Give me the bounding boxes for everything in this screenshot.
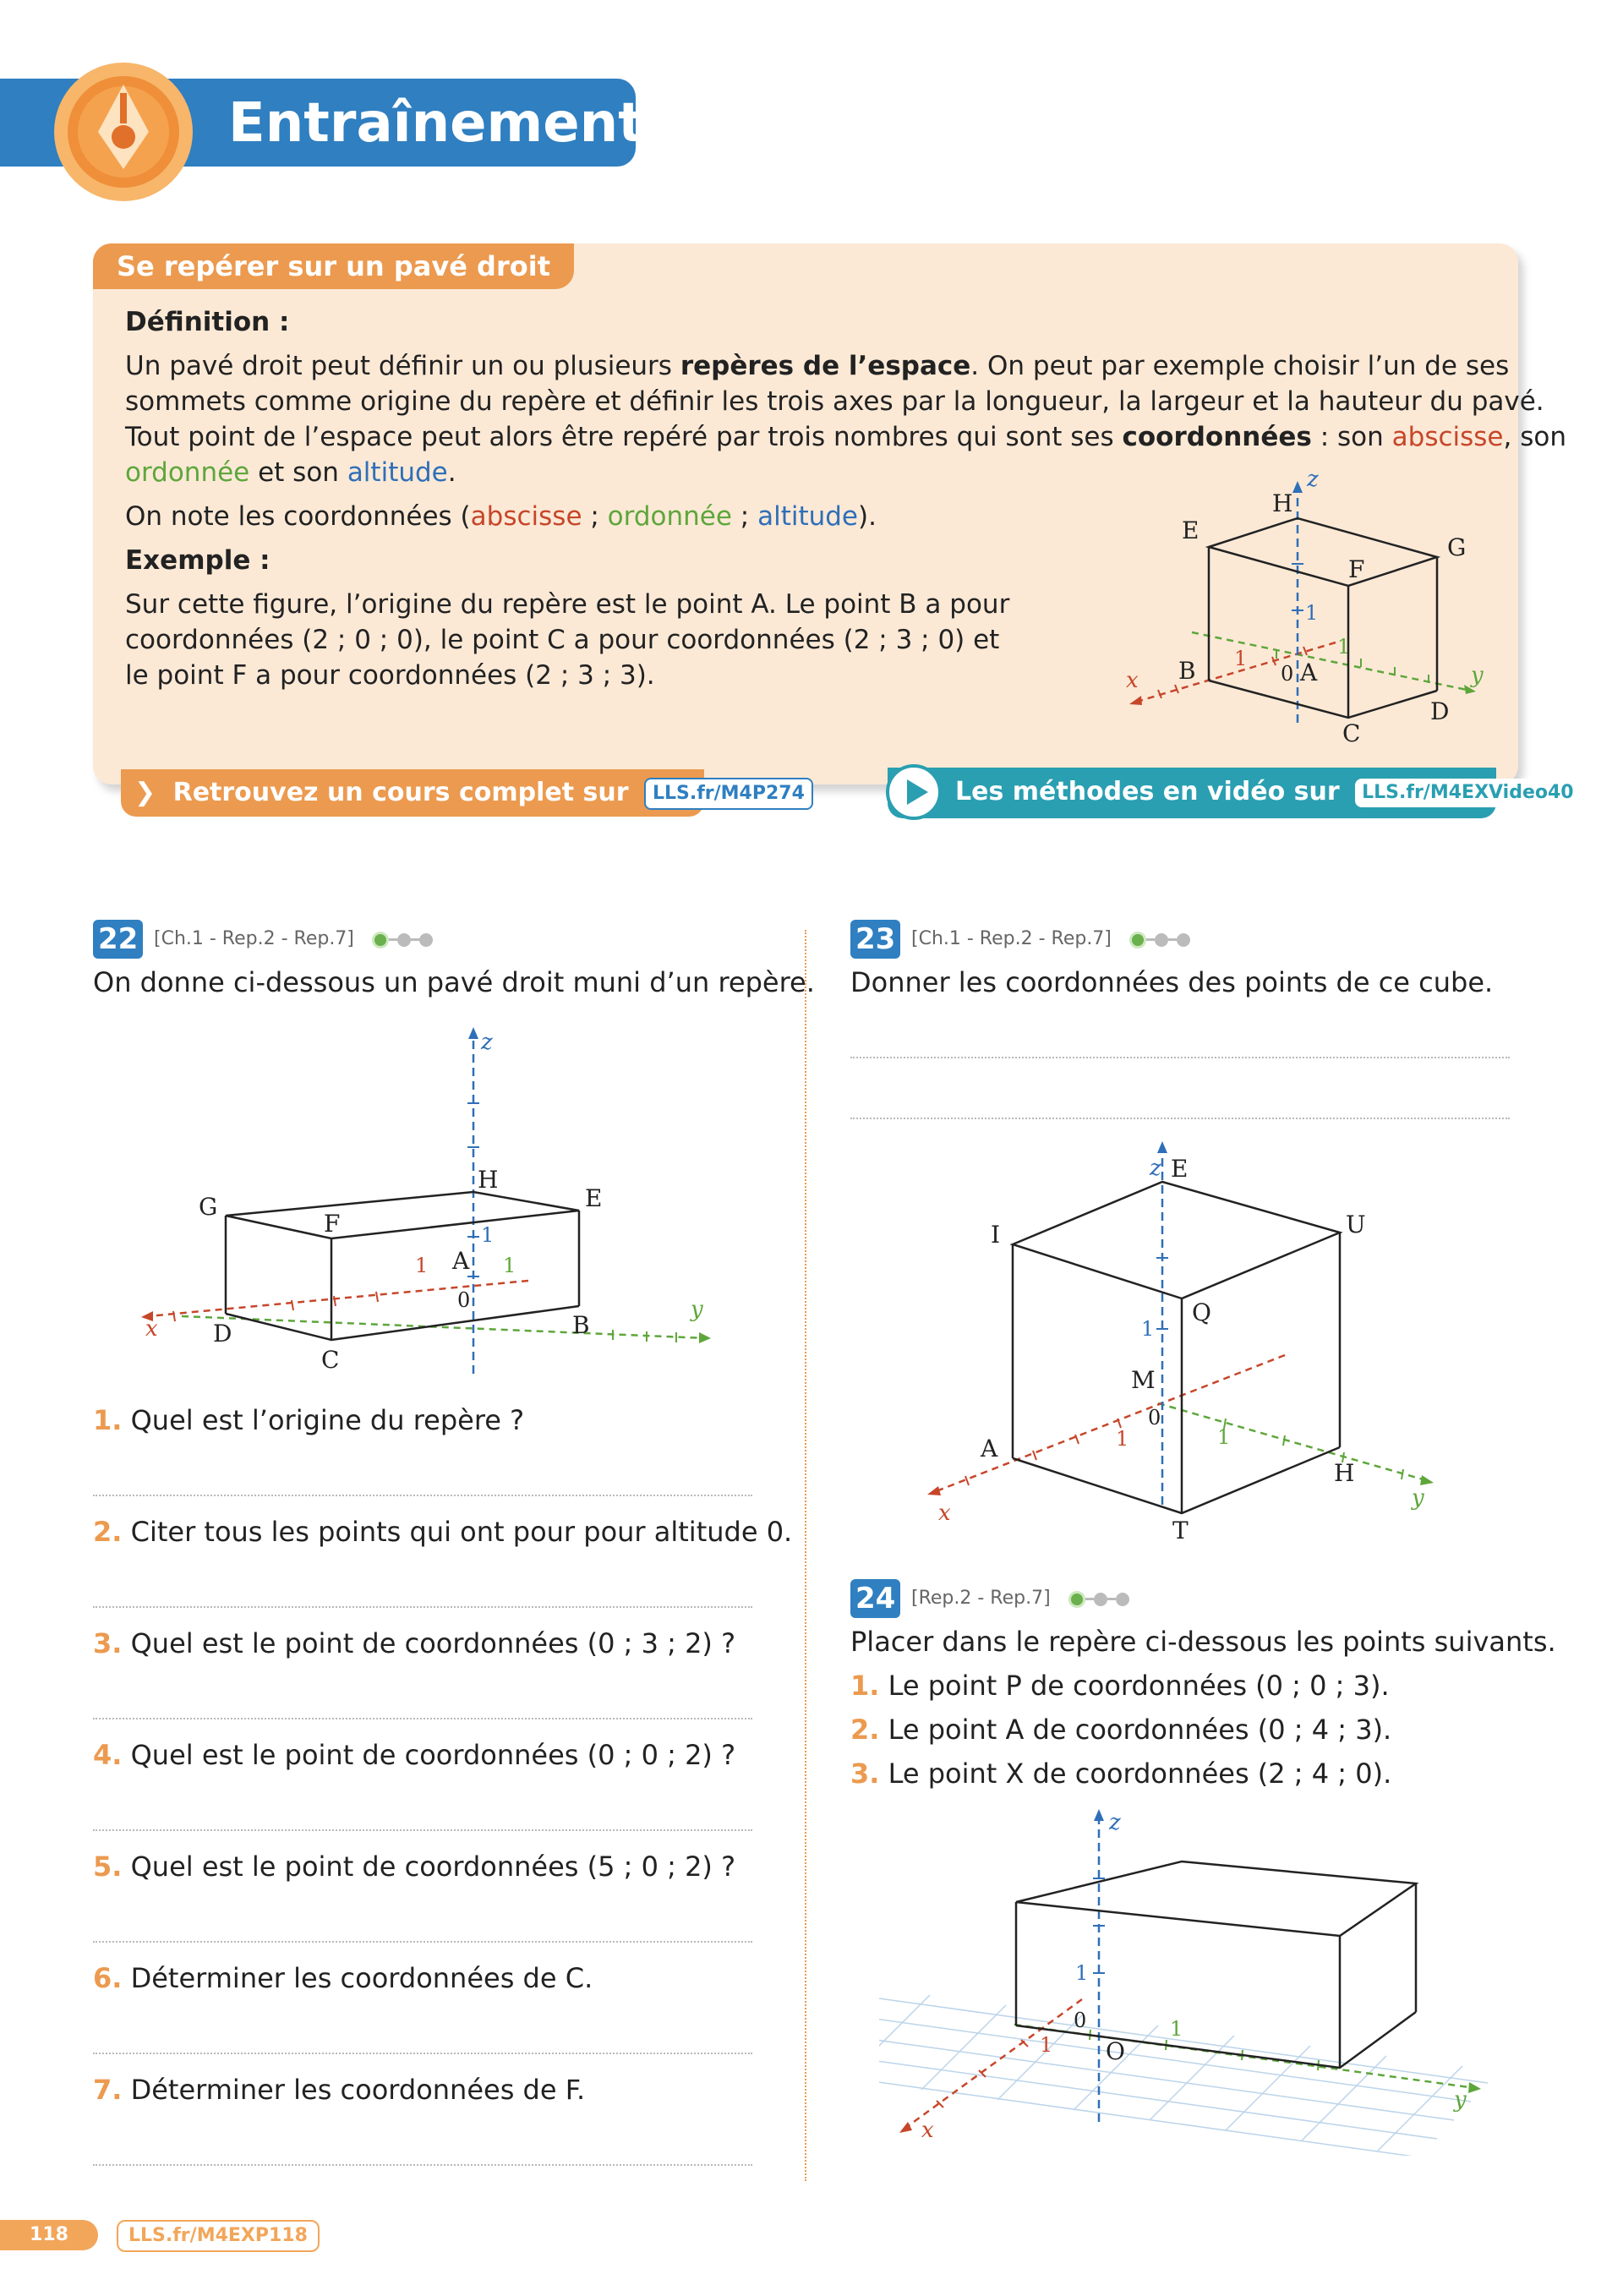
difficulty-indicator (372, 929, 433, 950)
example-line-2: coordonnées (2 ; 0 ; 0), le point C a pour coordonnées (2 ; 3 ; 0) et (125, 625, 1000, 655)
label-A: A (981, 1435, 998, 1462)
label-origin: 0 (1074, 2009, 1087, 2032)
label-H: H (1334, 1459, 1355, 1487)
exercise-23-intro: Donner les coordonnées des points de ce cube. (850, 966, 1494, 998)
exercise-22-number: 22 (93, 920, 143, 959)
exercise-23-ref: [Ch.1 - Rep.2 - Rep.7] (911, 928, 1190, 950)
answer-line[interactable] (93, 1495, 752, 1496)
label-y: y (1454, 2087, 1467, 2113)
label-one-z: 1 (1075, 1961, 1089, 1985)
column-separator (805, 930, 806, 2181)
notation-line: On note les coordonnées (abscisse ; ordonnée ; altitude). (125, 501, 877, 532)
label-x: x (921, 2118, 934, 2143)
label-H: H (478, 1166, 499, 1194)
exercise-24-ref: [Rep.2 - Rep.7] (911, 1588, 1129, 1610)
answer-line[interactable] (93, 1606, 752, 1608)
definition-line-2: sommets comme origine du repère et définir les trois axes par la longueur, la largeur et la hauteur du pavé. (125, 386, 1544, 417)
video-link-text: Les méthodes en vidéo sur (955, 777, 1340, 806)
exercise-22-figure (131, 1019, 723, 1382)
question-5: 5. Quel est le point de coordonnées (5 ; 0 ; 2) ? (93, 1850, 736, 1883)
label-E: E (1182, 517, 1199, 544)
label-U: U (1346, 1211, 1366, 1238)
answer-line[interactable] (93, 1829, 752, 1831)
label-M: M (1131, 1366, 1156, 1394)
label-C: C (321, 1346, 340, 1374)
label-one-x: 1 (1116, 1427, 1129, 1451)
label-one-z: 1 (481, 1223, 495, 1247)
question-2: 2. Citer tous les points qui ont pour pour altitude 0. (93, 1516, 793, 1548)
question-6: 6. Déterminer les coordonnées de C. (93, 1962, 593, 1994)
question-7: 7. Déterminer les coordonnées de F. (93, 2074, 586, 2106)
label-G: G (1447, 533, 1467, 561)
label-A: A (452, 1247, 470, 1275)
definition-line-4: ordonnée et son altitude. (125, 457, 456, 488)
question-3: 3. Quel est le point de coordonnées (0 ; 3 ; 2) ? (93, 1627, 736, 1659)
label-F: F (1348, 555, 1365, 583)
label-B: B (572, 1311, 590, 1339)
label-z: z (1150, 1156, 1161, 1181)
label-F: F (324, 1210, 341, 1238)
exercise-22-ref: [Ch.1 - Rep.2 - Rep.7] (154, 928, 433, 950)
example-line-1: Sur cette figure, l’origine du repère est le point A. Le point B a pour (125, 589, 1010, 620)
course-link[interactable] (121, 769, 805, 817)
page-number: 118 (0, 2220, 98, 2250)
label-Q: Q (1192, 1298, 1211, 1326)
label-z: z (481, 1030, 493, 1055)
label-one-y: 1 (1217, 1425, 1231, 1449)
label-x: x (1126, 668, 1139, 693)
label-one-z: 1 (1141, 1317, 1155, 1341)
definition-line-1: Un pavé droit peut définir un ou plusieurs repères de l’espace. On peut par exemple choisir l’un de ses (125, 351, 1510, 381)
label-D: D (1430, 697, 1450, 725)
label-z: z (1307, 469, 1319, 492)
label-O: O (1106, 2037, 1125, 2065)
exercise-24-item-1: 1. Le point P de coordonnées (0 ; 0 ; 3). (850, 1670, 1390, 1702)
answer-line[interactable] (93, 1718, 752, 1719)
label-one-x: 1 (1234, 647, 1248, 670)
label-y: y (691, 1297, 703, 1322)
label-E: E (585, 1184, 603, 1212)
definition-cuboid-figure (1107, 469, 1496, 757)
label-one-x: 1 (415, 1254, 429, 1277)
page-title: Entraînement (228, 92, 644, 155)
exercise-22-intro: On donne ci-dessous un pavé droit muni d’un repère. (93, 966, 815, 998)
label-one-y: 1 (1337, 635, 1351, 659)
definition-tag: Se repérer sur un pavé droit (93, 243, 574, 289)
label-I: I (991, 1221, 1001, 1249)
label-A: A (1300, 659, 1318, 686)
label-T: T (1172, 1517, 1189, 1544)
difficulty-indicator (1129, 929, 1190, 950)
exercise-24-item-3: 3. Le point X de coordonnées (2 ; 4 ; 0). (850, 1758, 1392, 1790)
question-1: 1. Quel est l’origine du repère ? (93, 1404, 525, 1436)
label-H: H (1272, 489, 1293, 517)
answer-line[interactable] (93, 1941, 752, 1943)
exercise-24-figure[interactable] (879, 1801, 1488, 2156)
label-x: x (145, 1316, 158, 1342)
label-E: E (1171, 1155, 1189, 1183)
chevron-right-icon: ❯ (134, 778, 156, 807)
exercise-24-number: 24 (850, 1579, 900, 1618)
label-D: D (213, 1320, 232, 1348)
label-origin: 0 (457, 1288, 471, 1312)
label-origin: 0 (1148, 1406, 1161, 1430)
example-heading: Exemple : (125, 545, 270, 576)
example-line-3: le point F a pour coordonnées (2 ; 3 ; 3). (125, 660, 655, 691)
difficulty-indicator (1068, 1588, 1129, 1610)
answer-line[interactable] (93, 2164, 752, 2166)
compass-medal-icon (51, 59, 196, 205)
label-one-x: 1 (1040, 2033, 1053, 2057)
answer-line[interactable] (93, 2053, 752, 2054)
exercise-23-number: 23 (850, 920, 900, 959)
label-origin: 0 (1281, 662, 1294, 686)
exercise-24-intro: Placer dans le repère ci-dessous les points suivants. (850, 1626, 1556, 1658)
label-one-y: 1 (503, 1254, 516, 1277)
video-link[interactable] (888, 768, 1574, 818)
video-link-chip[interactable]: LLS.fr/M4EXVideo40 (1355, 779, 1580, 807)
play-icon[interactable] (884, 763, 943, 822)
label-one-y: 1 (1170, 2017, 1183, 2041)
course-link-chip[interactable]: LLS.fr/M4P274 (644, 778, 813, 810)
definition-line-3: Tout point de l’espace peut alors être repéré par trois nombres qui sont ses coordonnées : son abscisse, son (125, 422, 1566, 452)
answer-line[interactable] (850, 1118, 1510, 1119)
footer-link[interactable]: LLS.fr/M4EXP118 (117, 2220, 320, 2252)
label-y: y (1471, 663, 1484, 688)
label-x: x (938, 1501, 951, 1526)
label-C: C (1342, 719, 1361, 747)
label-one-z: 1 (1305, 601, 1319, 625)
definition-heading: Définition : (125, 307, 290, 337)
label-B: B (1178, 657, 1196, 685)
question-4: 4. Quel est le point de coordonnées (0 ; 0 ; 2) ? (93, 1739, 736, 1771)
course-link-text: Retrouvez un cours complet sur (172, 778, 629, 807)
exercise-23-figure (913, 1133, 1454, 1555)
label-G: G (199, 1193, 218, 1221)
answer-line[interactable] (850, 1057, 1510, 1058)
label-y: y (1412, 1485, 1424, 1511)
label-z: z (1109, 1810, 1121, 1835)
exercise-24-item-2: 2. Le point A de coordonnées (0 ; 4 ; 3). (850, 1714, 1392, 1746)
